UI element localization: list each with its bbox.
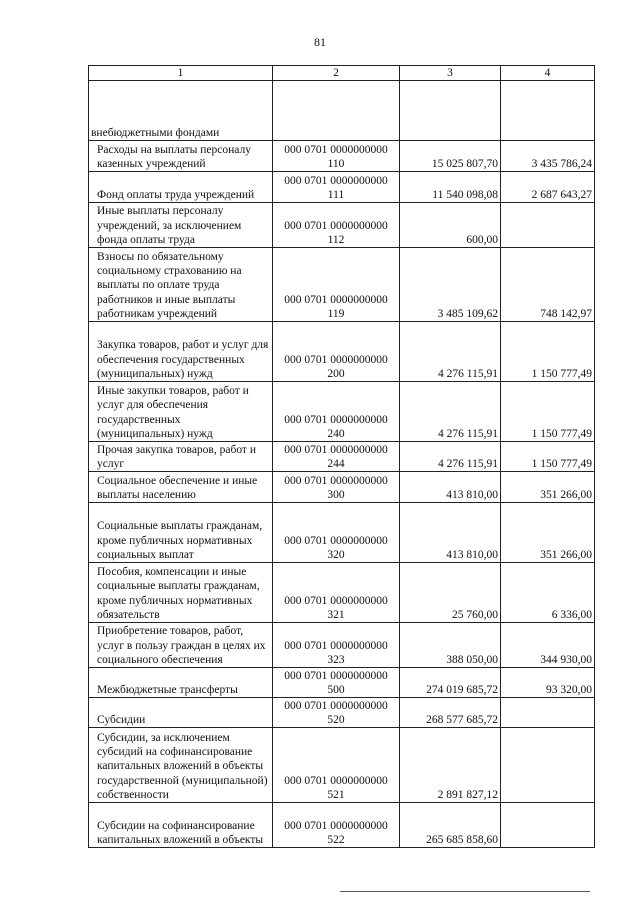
table-row	[89, 472, 595, 503]
row-name: внебюджетными фондами	[91, 127, 220, 139]
row-name-cell	[89, 728, 273, 803]
row-code-cell	[273, 803, 400, 848]
row-value-col3: 600,00	[400, 203, 501, 248]
row-value-col4	[501, 728, 595, 803]
row-name-cell	[89, 698, 273, 728]
row-name: Субсидии на софинансирование капитальных вложений в объекты	[97, 819, 264, 846]
row-code-prefix: 000 0701 0000000000	[284, 443, 388, 456]
table-row	[89, 623, 595, 668]
page-number: 81	[314, 35, 326, 49]
row-value-col4: 351 266,00	[501, 503, 595, 563]
row-value-col4: 1 150 777,49	[501, 382, 595, 442]
row-code-cell	[273, 698, 400, 728]
row-name-cell	[89, 248, 273, 322]
row-code-cell	[273, 623, 400, 668]
row-value-col3: 4 276 115,91	[400, 382, 501, 442]
row-code-suffix: 110	[327, 158, 345, 170]
row-name: Взносы по обязательному социальному страхованию на выплаты по оплате труда работников и иные выплаты работникам учреждений	[97, 250, 242, 320]
row-value-col3: 3 485 109,62	[400, 248, 501, 322]
table-row	[89, 668, 595, 698]
row-code-suffix: 119	[327, 308, 345, 320]
row-code-prefix: 000 0701 0000000000	[284, 594, 388, 607]
row-code-suffix: 320	[327, 549, 345, 561]
table-row	[89, 203, 595, 248]
row-value-col4: 351 266,00	[501, 472, 595, 503]
row-value-col4: 3 435 786,24	[501, 141, 595, 172]
row-name-cell	[89, 668, 273, 698]
row-value-col4: 748 142,97	[501, 248, 595, 322]
table-row	[89, 563, 595, 623]
row-name: Фонд оплаты труда учреждений	[97, 189, 255, 201]
table-row	[89, 141, 595, 172]
row-code-prefix: 000 0701 0000000000	[284, 143, 388, 156]
row-name-cell	[89, 563, 273, 623]
row-code-cell	[273, 172, 400, 203]
table-row	[89, 442, 595, 472]
row-code-cell	[273, 203, 400, 248]
row-value-col3: 4 276 115,91	[400, 442, 501, 472]
row-name-cell	[89, 442, 273, 472]
row-code-prefix: 000 0701 0000000000	[284, 353, 388, 366]
row-value-col3: 15 025 807,70	[400, 141, 501, 172]
row-code-suffix: 112	[327, 234, 345, 246]
row-name-cell	[89, 803, 273, 848]
row-value-col4: 344 930,00	[501, 623, 595, 668]
row-name: Социальные выплаты гражданам, кроме публичных нормативных социальных выплат	[97, 520, 263, 561]
budget-table	[88, 65, 595, 848]
row-code-prefix: 000 0701 0000000000	[284, 293, 388, 306]
row-code-prefix: 000 0701 0000000000	[284, 669, 388, 682]
row-value-col4: 1 150 777,49	[501, 322, 595, 382]
row-name-cell	[89, 503, 273, 563]
column-header-1: 1	[89, 66, 273, 81]
row-name-cell	[89, 172, 273, 203]
table-row	[89, 503, 595, 563]
row-name-cell	[89, 322, 273, 382]
row-value-col3: 25 760,00	[400, 563, 501, 623]
page-bottom-rule	[340, 891, 590, 892]
row-value-col4	[501, 81, 595, 141]
row-value-col4: 2 687 643,27	[501, 172, 595, 203]
row-code-suffix: 521	[327, 789, 345, 801]
row-code-suffix: 244	[327, 458, 345, 470]
row-code-cell	[273, 503, 400, 563]
row-name-cell	[89, 623, 273, 668]
row-code-cell	[273, 81, 400, 141]
row-name: Приобретение товаров, работ, услуг в пользу граждан в целях их социального обеспечения	[97, 625, 266, 666]
row-name-cell	[89, 382, 273, 442]
row-value-col4	[501, 203, 595, 248]
row-code-cell	[273, 728, 400, 803]
row-name: Социальное обеспечение и иные выплаты населению	[97, 474, 258, 501]
row-code-prefix: 000 0701 0000000000	[284, 219, 388, 232]
row-code-suffix: 240	[327, 428, 345, 440]
row-code-suffix: 522	[327, 834, 345, 846]
row-name: Закупка товаров, работ и услуг для обеспечения государственных (муниципальных) нужд	[97, 339, 269, 380]
row-code-prefix: 000 0701 0000000000	[284, 474, 388, 487]
row-code-cell	[273, 141, 400, 172]
row-value-col4: 6 336,00	[501, 563, 595, 623]
row-value-col3: 274 019 685,72	[400, 668, 501, 698]
table-row	[89, 322, 595, 382]
row-code-cell	[273, 322, 400, 382]
row-name-cell	[89, 472, 273, 503]
row-code-prefix: 000 0701 0000000000	[284, 413, 388, 426]
row-value-col3: 413 810,00	[400, 503, 501, 563]
row-code-cell	[273, 382, 400, 442]
row-value-col3: 268 577 685,72	[400, 698, 501, 728]
row-code-cell	[273, 472, 400, 503]
column-header-3: 3	[400, 66, 501, 81]
row-name-cell	[89, 203, 273, 248]
row-value-col3	[400, 81, 501, 141]
row-name: Иные выплаты персоналу учреждений, за исключением фонда оплаты труда	[97, 205, 242, 246]
row-value-col3: 265 685 858,60	[400, 803, 501, 848]
row-name: Субсидии, за исключением субсидий на софинансирование капитальных вложений в объекты государственной (муниципальной) собственности	[97, 731, 268, 801]
row-code-suffix: 111	[327, 189, 345, 201]
row-name: Прочая закупка товаров, работ и услуг	[97, 443, 256, 470]
row-value-col4	[501, 803, 595, 848]
row-name-cell	[89, 81, 273, 141]
row-code-prefix: 000 0701 0000000000	[284, 774, 388, 787]
row-code-cell	[273, 668, 400, 698]
row-name: Расходы на выплаты персоналу казенных учреждений	[97, 143, 251, 170]
column-number-row	[89, 66, 595, 81]
row-code-suffix: 500	[327, 684, 345, 696]
table-row	[89, 382, 595, 442]
row-value-col3: 11 540 098,08	[400, 172, 501, 203]
row-code-suffix: 323	[327, 654, 345, 666]
row-value-col3: 4 276 115,91	[400, 322, 501, 382]
row-name-cell	[89, 141, 273, 172]
column-header-2: 2	[273, 66, 400, 81]
row-code-cell	[273, 442, 400, 472]
row-code-prefix: 000 0701 0000000000	[284, 699, 388, 712]
row-value-col3: 2 891 827,12	[400, 728, 501, 803]
row-name: Субсидии	[97, 714, 146, 726]
row-value-col3: 413 810,00	[400, 472, 501, 503]
row-name: Пособия, компенсации и иные социальные выплаты гражданам, кроме публичных нормативных обязательств	[97, 566, 260, 621]
row-code-prefix: 000 0701 0000000000	[284, 819, 388, 832]
table-row	[89, 172, 595, 203]
table-row	[89, 728, 595, 803]
row-code-suffix: 200	[327, 368, 345, 380]
row-value-col4: 93 320,00	[501, 668, 595, 698]
column-header-4: 4	[501, 66, 595, 81]
table-row	[89, 248, 595, 322]
row-code-suffix: 321	[327, 609, 345, 621]
row-code-prefix: 000 0701 0000000000	[284, 534, 388, 547]
table-row	[89, 81, 595, 141]
table-row	[89, 803, 595, 848]
row-code-cell	[273, 563, 400, 623]
row-name: Иные закупки товаров, работ и услуг для обеспечения государственных (муниципальных) нужд	[97, 385, 249, 440]
row-value-col4: 1 150 777,49	[501, 442, 595, 472]
row-name: Межбюджетные трансферты	[97, 684, 238, 696]
row-code-suffix: 520	[327, 714, 345, 726]
row-code-prefix: 000 0701 0000000000	[284, 639, 388, 652]
row-code-prefix: 000 0701 0000000000	[284, 174, 388, 187]
row-code-cell	[273, 248, 400, 322]
table-row	[89, 698, 595, 728]
row-code-suffix: 300	[327, 489, 345, 501]
row-value-col4	[501, 698, 595, 728]
row-value-col3: 388 050,00	[400, 623, 501, 668]
